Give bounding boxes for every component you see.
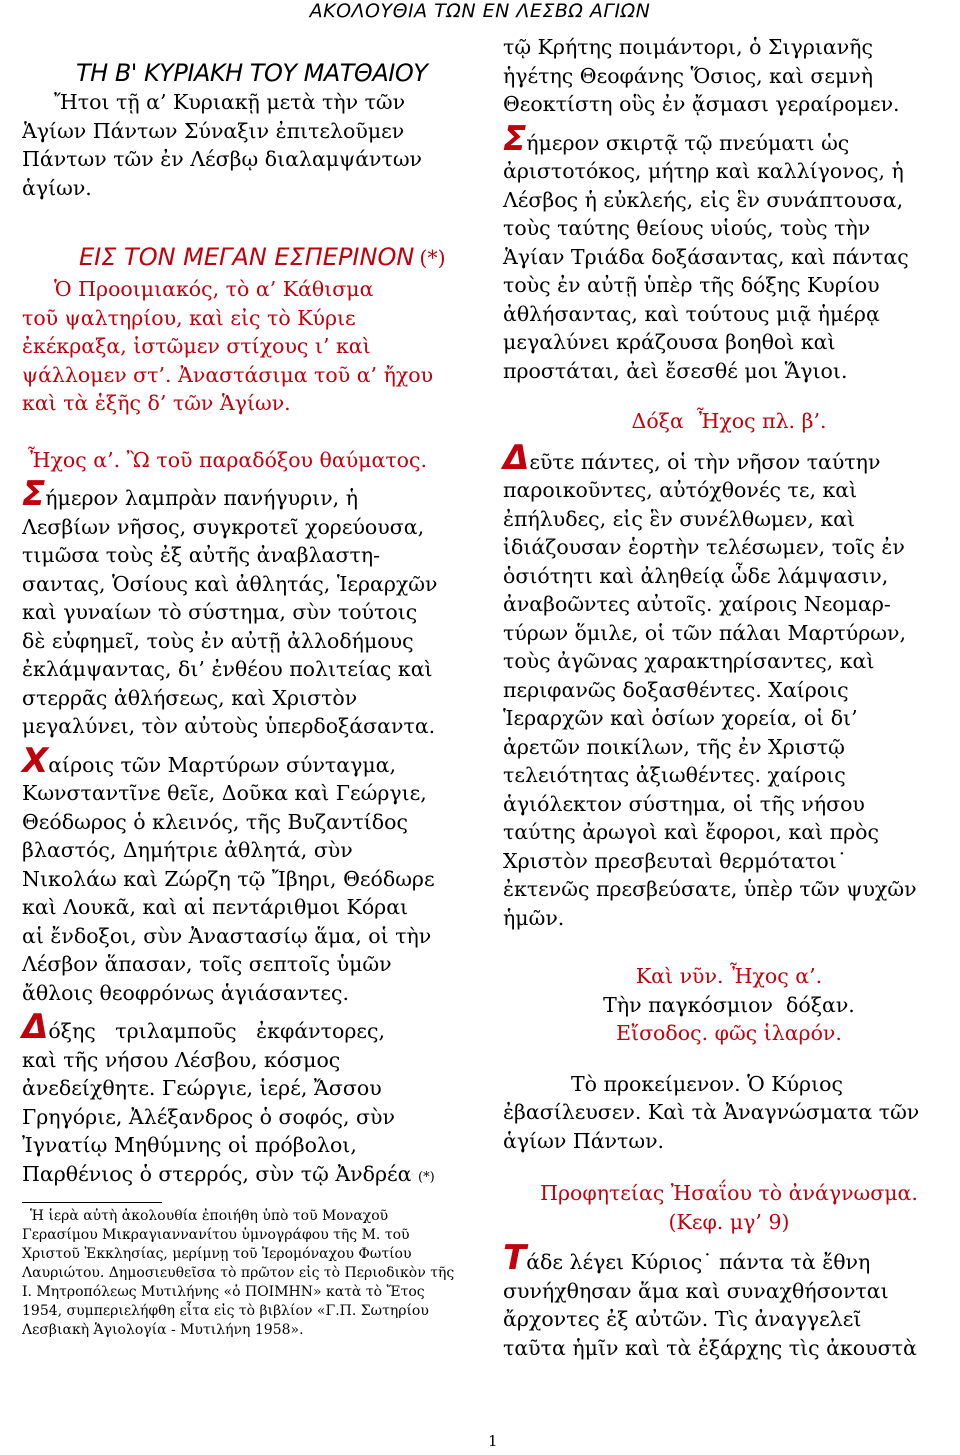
rubric-line: ψάλλομεν στ’. Ἀναστάσιμα τοῦ α’ ἤχου: [22, 362, 434, 387]
hymn-line: ἀρετῶν ποικίλων, τῆς ἐν Χριστῷ: [503, 734, 845, 759]
hymn-line: ἐκλάμψαντας, δι’ ἐνθέου πολιτείας καὶ: [22, 657, 433, 681]
hymn-line: Λέσβον ἅπασαν, τοῖς σεπτοῖς ὑμῶν: [22, 952, 392, 976]
hymn-line: ἀνεδείχθητε. Γεώργιε, ἱερέ, Ἄσσου: [22, 1076, 382, 1100]
hymn-line: ὁσιότητι καὶ ἀληθείᾳ ὧδε λάμψασιν,: [503, 563, 889, 588]
drop-cap: Χ: [22, 740, 49, 781]
reading-line: ἄρχοντες ἐξ αὐτῶν. Τὶς ἀναγγελεῖ: [503, 1307, 862, 1331]
hymn-line: Θεοκτίστη οὓς ἐν ᾄσμασι γεραίρομεν.: [503, 92, 900, 116]
reading-line: ταῦτα ἡμῖν καὶ τὰ ἐξάρχης τὶς ἀκουστὰ: [503, 1335, 917, 1360]
footnote-line: Ἡ ἱερὰ αὐτὴ ἀκολουθία ἐποιήθη ὑπὸ τοῦ Μοναχοῦ: [30, 1208, 389, 1224]
rubric-line: τοῦ ψαλτηρίου, καὶ εἰς τὸ Κύριε: [22, 305, 356, 330]
reading-line: συνήχθησαν ἅμα καὶ συναχθήσονται: [503, 1278, 889, 1303]
reading-line: [503, 1238, 955, 1278]
prophecy-title: Προφητείας Ἠσαΐου τὸ ἀνάγνωσμα.: [540, 1181, 918, 1205]
hymn-line: δὲ εὐφημεῖ, τοὺς ἐν αὐτῇ ἀλλοδήμους: [22, 628, 414, 653]
hymn-line: τελειότητας ἀξιωθέντες. χαίροις: [503, 763, 846, 787]
footnote-line: Λαυριώτου. Δημοσιευθεῖσα τὸ πρῶτον εἰς τὸ Περιοδικὸν τῆς: [22, 1265, 455, 1281]
footnote-line: 1954, συμπεριελήφθη εἶτα εἰς τὸ βιβλίον «Γ.Π. Σωτηρίου: [22, 1303, 429, 1319]
prokeimenon-line: Τὸ προκείμενον. Ὁ Κύριος: [571, 1071, 843, 1096]
hymn-line: Κωνσταντῖνε θεῖε, Δοῦκα καὶ Γεώργιε,: [22, 781, 427, 805]
drop-cap: Σ: [503, 118, 527, 159]
page-number: 1: [488, 1432, 498, 1450]
hymn-line: μεγαλύνει κράζουσα βοηθοὶ καὶ: [503, 330, 836, 354]
hymn-line: ἁγιόλεκτον σύστημα, οἱ τῆς νήσου: [503, 791, 865, 816]
hymn-line: ἀριστοτόκος, μήτηρ καὶ καλλίγονος, ἡ: [503, 159, 904, 183]
footnote-mark: (*): [419, 246, 446, 270]
rubric-line: ἐκέκραξα, ἱστῶμεν στίχους ι’ καὶ: [22, 334, 371, 358]
running-header: ΑΚΟΛΟΥΘΙΑ ΤΩΝ ΕΝ ΛΕΣΒΩ ΑΓΙΩΝ: [309, 0, 651, 22]
hymn-line: ἡμῶν.: [503, 905, 565, 930]
hymn-line: ἀναβοῶντες αὐτοῖς. χαίροις Νεομαρ-: [503, 592, 891, 616]
mode-line: Ἦχος α’. Ὢ τοῦ παραδόξου θαύματος.: [28, 447, 428, 472]
hymn-text: ήμερον λαμπρὰν πανήγυριν, ἡ: [45, 486, 358, 510]
vespers-heading: [79, 242, 490, 275]
hymn-line: ἰδιάζουσαν ἑορτὴν τελέσωμεν, τοῖς ἐν: [503, 535, 905, 559]
prokeimenon-line: ἁγίων Πάντων.: [503, 1128, 665, 1153]
left-column: [22, 30, 490, 1340]
hymn-line: καὶ τῆς νήσου Λέσβου, κόσμος: [22, 1047, 341, 1072]
hymn-line: ἀθλήσαντας, καὶ τούτους μιᾷ ἡμέρᾳ: [503, 301, 880, 326]
hymn-line: [503, 437, 955, 478]
hymn-line: αἱ ἔνδοξοι, σὺν Ἀναστασίῳ ἅμα, οἱ τὴν: [22, 923, 432, 948]
hymn-line: [22, 1160, 490, 1193]
hymn-line: Χριστὸν πρεσβευταὶ θερμότατοι˙: [503, 848, 847, 873]
reading-text: άδε λέγει Κύριος˙ πάντα τὰ ἔθνη: [526, 1250, 871, 1274]
hymn-text: αίροις τῶν Μαρτύρων σύνταγμα,: [48, 752, 397, 777]
hymn-line: τύρων ὅμιλε, οἱ τῶν πάλαι Μαρτύρων,: [503, 620, 906, 645]
footnote-divider: [22, 1202, 162, 1203]
hymn-line: Λεσβίων νῆσος, συγκροτεῖ χορεύουσα,: [22, 514, 425, 539]
footnote-line: Γερασίμου Μικραγιαννανίτου ὑμνογράφου τῆς Μ. τοῦ: [22, 1227, 410, 1243]
hymn-line: βλαστός, Δημήτριε ἀθλητά, σὺν: [22, 838, 353, 862]
hymn-line: προστάται, ἀεὶ ἔσεσθέ μοι Ἅγιοι.: [503, 358, 848, 383]
kai-nyn-line: Καὶ νῦν. Ἦχος α’.: [635, 964, 823, 988]
hymn-line: [22, 1007, 490, 1047]
sunday-title: ΤΗ Β' ΚΥΡΙΑΚΗ ΤΟΥ ΜΑΤΘΑΙΟΥ: [76, 59, 428, 87]
hymn-line: ἄθλοις θεοφρόνως ἁγιάσαντες.: [22, 980, 350, 1005]
drop-cap: Δ: [22, 1007, 49, 1047]
footnote-mark: (*): [418, 1169, 435, 1185]
hymn-line: καὶ γυναίων τὸ σύστημα, σὺν τούτοις: [22, 600, 418, 624]
footnote-line: Ι. Μητροπόλεως Μυτιλήνης «ὁ ΠΟΙΜΗΝ» κατὰ τὸ Ἔτος: [22, 1284, 425, 1300]
hymn-line: στερρᾶς ἀθλήσεως, καὶ Χριστὸν: [22, 685, 358, 710]
intro-line: Ἤτοι τῇ α’ Κυριακῇ μετὰ τὴν τῶν: [54, 90, 406, 114]
hymn-line: Θεόδωρος ὁ κλεινός, τῆς Βυζαντίδος: [22, 809, 408, 834]
prophecy-reference: (Κεφ. μγ’ 9): [668, 1209, 790, 1234]
hymn-line: [22, 474, 490, 514]
footnote-line: Χριστοῦ Ἐκκλησίας, μερίμνῃ τοῦ Ἱερομόναχου Φωτίου: [22, 1246, 412, 1262]
hymn-line: Νικολάω καὶ Ζώρζη τῷ Ἴβηρι, Θεόδωρε: [22, 866, 435, 891]
hymn-line: [22, 740, 490, 781]
hymn-line: μεγαλύνει, τὸν αὐτοὺς ὑπερδοξάσαντα.: [22, 714, 436, 738]
eisodos-line: Εἴσοδος. φῶς ἱλαρόν.: [616, 1021, 842, 1045]
hymn-line: παροικοῦντες, αὐτόχθονές τε, καὶ: [503, 478, 858, 502]
hymn-line: τιμῶσα τοὺς ἐξ αὐτῆς ἀναβλαστη-: [22, 543, 381, 567]
hymn-text: Παρθένιος ὁ στερρός, σὺν τῷ Ἀνδρέα: [22, 1161, 412, 1186]
hymn-line: Γρηγόριε, Ἀλέξανδρος ὁ σοφός, σὺν: [22, 1104, 395, 1129]
intro-line: ἁγίων.: [22, 175, 92, 200]
prokeimenon-line: ἐβασίλευσεν. Καὶ τὰ Ἀναγνώσματα τῶν: [503, 1100, 920, 1124]
intro-line: Πάντων τῶν ἐν Λέσβῳ διαλαμψάντων: [22, 147, 423, 171]
hymn-line: καὶ Λουκᾶ, καὶ αἱ πεντάριθμοι Κόραι: [22, 895, 409, 919]
vespers-title: ΕΙΣ ΤΟΝ ΜΕΓΑΝ ΕΣΠΕΡΙΝΟΝ: [79, 243, 415, 271]
hymn-line: ταύτης ἀρωγοὶ καὶ ἔφοροι, καὶ πρὸς: [503, 820, 879, 844]
hymn-line: τῷ Κρήτης ποιμάντορι, ὁ Σιγριανῆς: [503, 35, 873, 59]
drop-cap: Σ: [22, 474, 46, 514]
hymn-line: ἡγέτης Θεοφάνης Ὅσιος, καὶ σεμνὴ: [503, 63, 874, 88]
footnote-line: Λεσβιακὴ Ἁγιολογία - Μυτιλήνη 1958».: [22, 1322, 304, 1338]
rubric-line: Ὁ Προοιμιακός, τὸ α’ Κάθισμα: [54, 277, 374, 301]
hymn-line: Ἰγνατίῳ Μηθύμνης οἱ πρόβολοι,: [22, 1133, 357, 1157]
hymn-line: σαντας, Ὁσίους καὶ ἀθλητάς, Ἱεραρχῶν: [22, 571, 438, 596]
hymn-line: τοὺς ἀγῶνας χαρακτηρίσαντες, καὶ: [503, 649, 875, 673]
drop-cap: Δ: [503, 437, 530, 478]
hymn-line: Ἱεραρχῶν καὶ ὁσίων χορεία, οἱ δι’: [503, 706, 858, 730]
hymn-text: όξης τριλαμποῦς ἐκφάντορες,: [48, 1019, 385, 1043]
hymn-line: τοὺς ἐν αὐτῇ ὑπὲρ τῆς δόξης Κυρίου: [503, 273, 880, 297]
hymn-text: εῦτε πάντες, οἱ τὴν νῆσον ταύτην: [529, 449, 881, 474]
intro-line: Ἁγίων Πάντων Σύναξιν ἐπιτελοῦμεν: [22, 118, 405, 143]
hymn-line: Λέσβος ἡ εὐκλεής, εἰς ἓν συνάπτουσα,: [503, 187, 904, 212]
hymn-line: Ἁγίαν Τριάδα δοξάσαντας, καὶ πάντας: [503, 244, 909, 269]
right-column: [503, 30, 955, 1362]
hymn-text: ήμερον σκιρτᾷ τῷ πνεύματι ὡς: [526, 130, 850, 155]
hymn-line: [503, 118, 955, 159]
theotokion-line: Τὴν παγκόσμιον δόξαν.: [603, 992, 855, 1017]
hymn-line: ἐκτενῶς πρεσβεύσατε, ὑπὲρ τῶν ψυχῶν: [503, 877, 917, 901]
doxa-line: Δόξα Ἦχος πλ. β’.: [631, 409, 827, 433]
hymn-line: περιφανῶς δοξασθέντες. Χαίροις: [503, 677, 849, 702]
drop-cap: Τ: [503, 1238, 527, 1278]
rubric-line: καὶ τὰ ἑξῆς δ’ τῶν Ἁγίων.: [22, 391, 291, 415]
hymn-line: ἐπήλυδες, εἰς ἓν συνέλθωμεν, καὶ: [503, 506, 856, 531]
hymn-line: τοὺς ταύτης θείους υἱούς, τοὺς τὴν: [503, 216, 871, 240]
